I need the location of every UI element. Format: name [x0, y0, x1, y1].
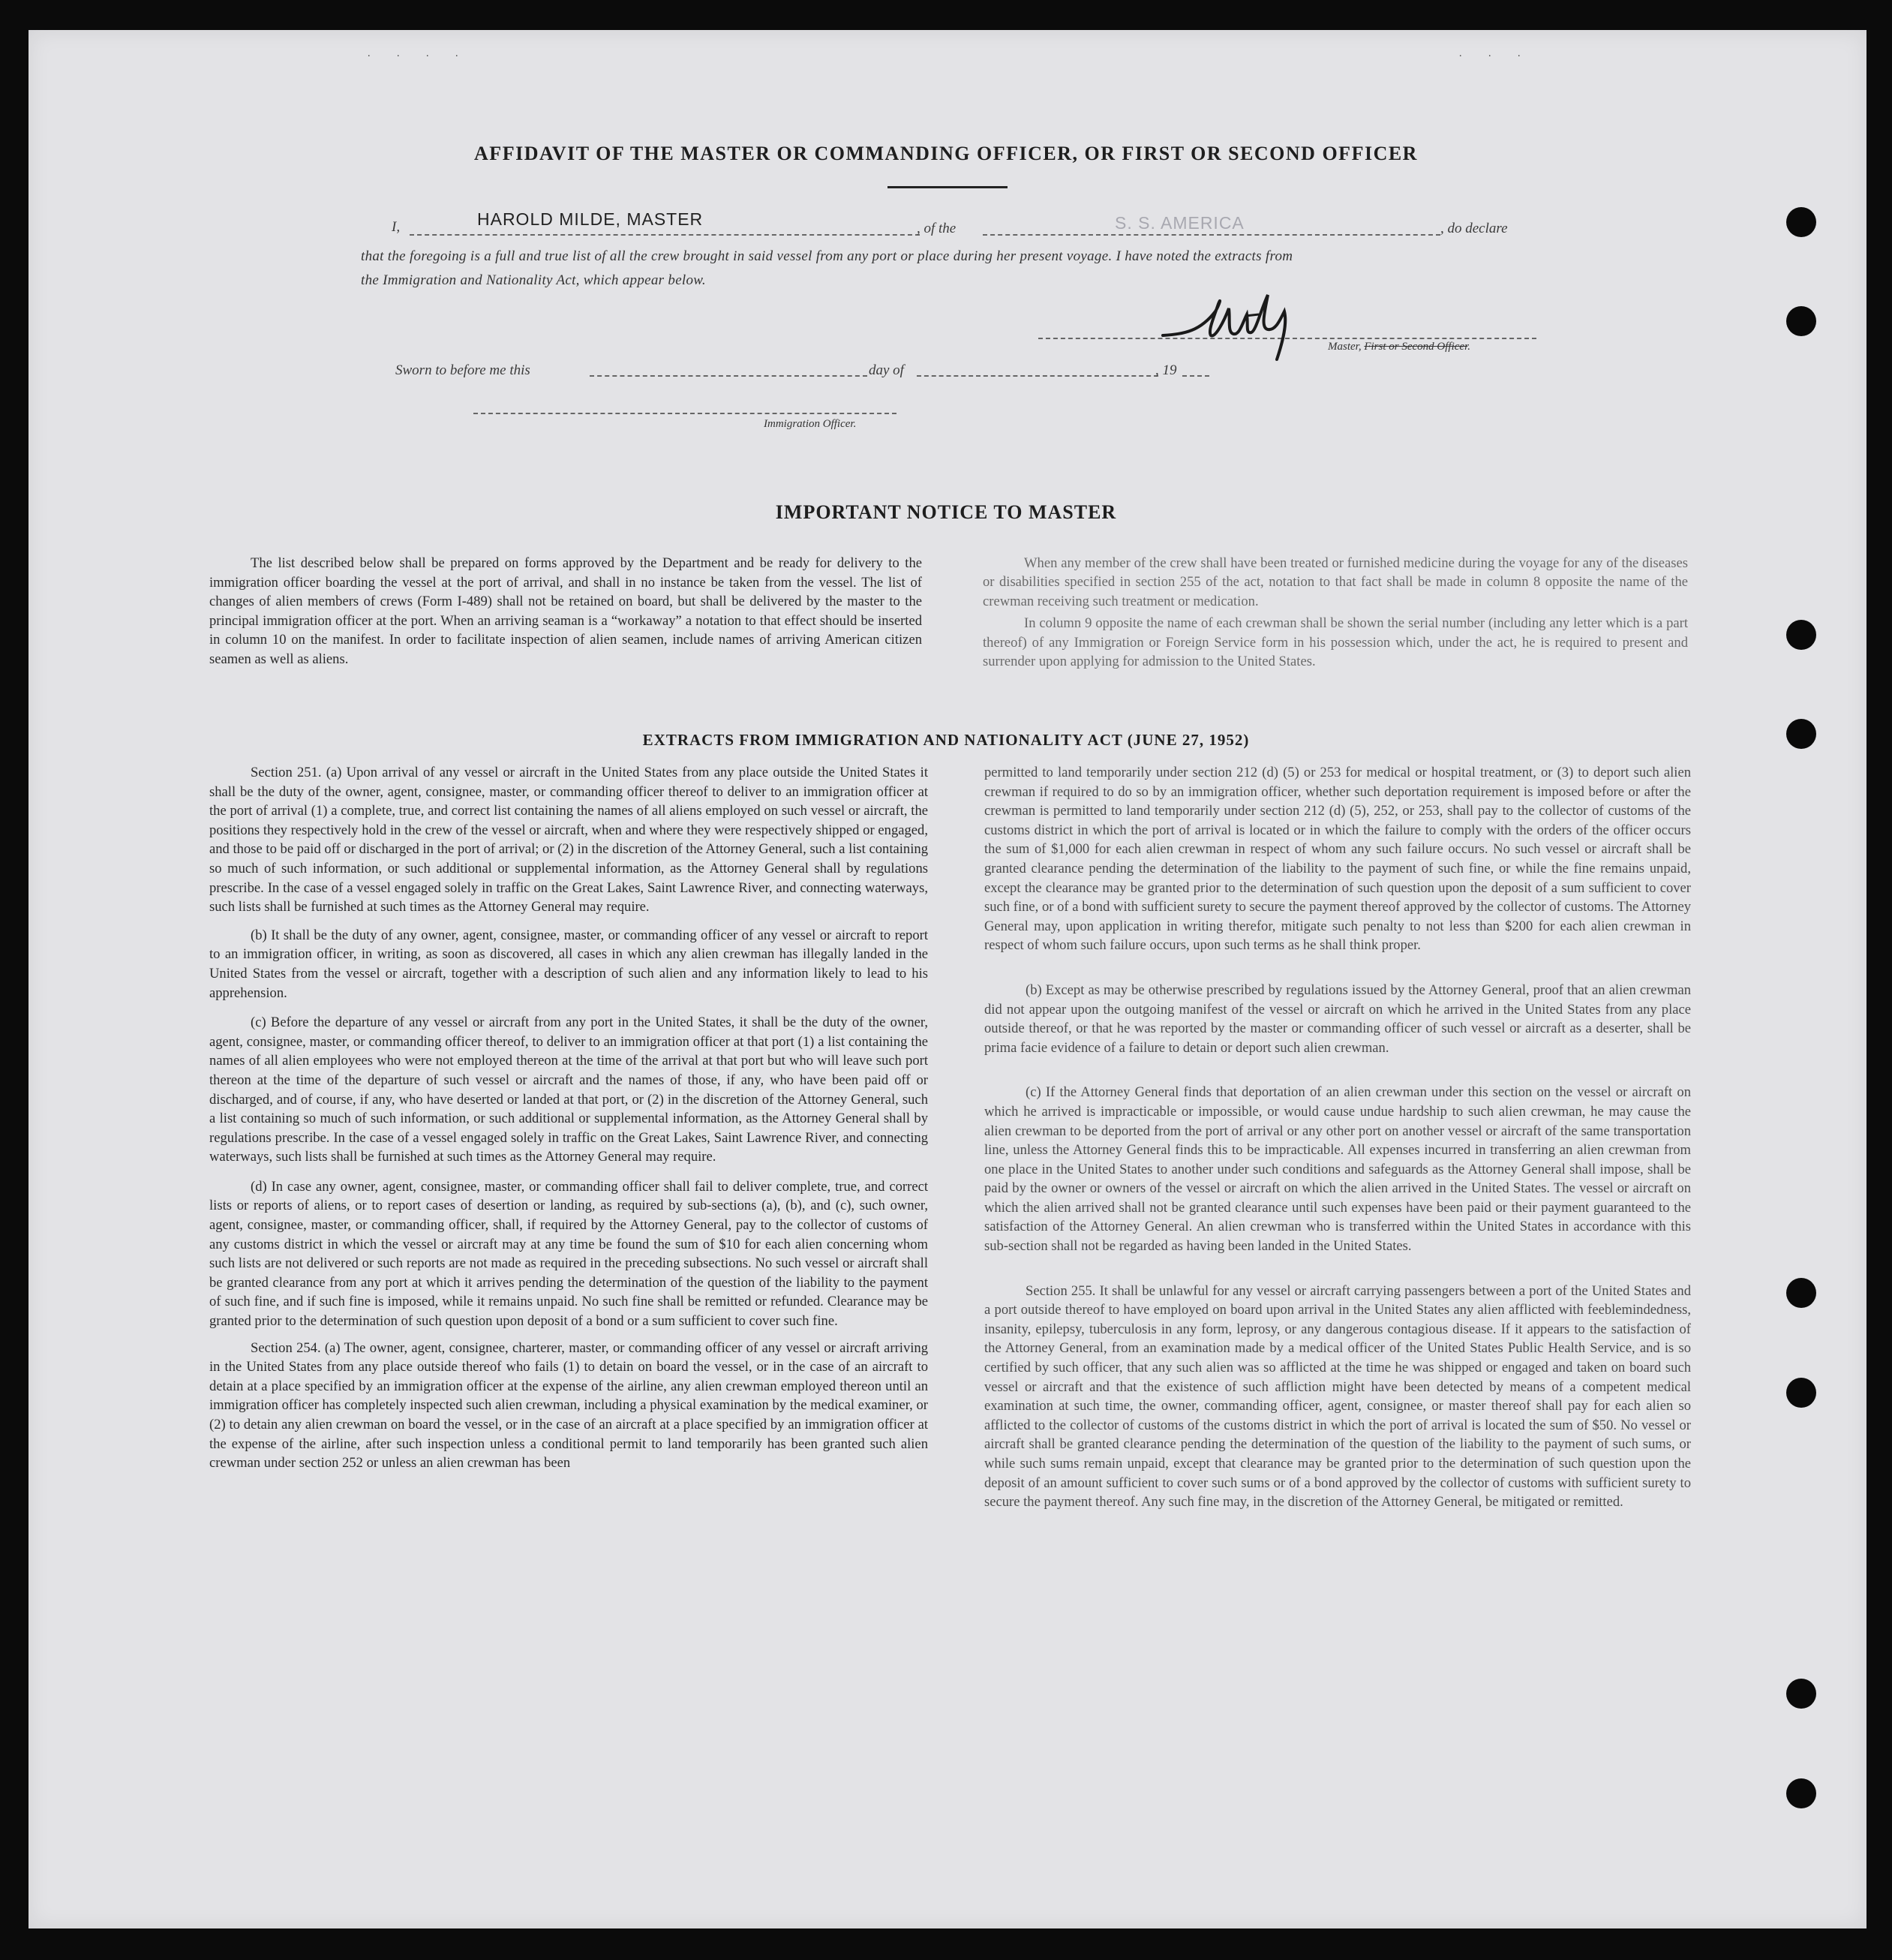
- extracts-right-column: [984, 763, 1691, 1521]
- signature-caption: Master, First or Second Officer.: [1328, 341, 1470, 353]
- notice-right-paragraph-1: When any member of the crew shall have been treated or furnished medicine during the voyage for any of the diseases or disabilities specified in section 255 of the act, notation to that fact shall be made in column 8 opposite the name of the crewman receiving such treatment or medication.: [983, 555, 1688, 609]
- sworn-day-line: [590, 375, 867, 377]
- section-254-c: (c) If the Attorney General finds that deportation of an alien crewman under this section on the vessel or aircraft on which he arrived is impracticable or impossible, or would cause undue hardship to such alien crewman, he may cause the alien crewman to be deported from the port of arrival or any other port on another vessel or aircraft of the same transportation line, unless the Attorney General finds this to be impracticable. All expenses incurred in transferring an alien crewman from one place in the United States to another under such conditions and safeguards as the Attorney General shall impose, shall be paid by the owner or owners of the vessel or aircraft on which the alien arrived in the United States. The vessel or aircraft on which the alien arrived shall not be granted clearance until such expenses have been paid or their payment guaranteed to the satisfaction of the Attorney General. An alien crewman who is transferred within the United States in accordance with this sub-section shall not be regarded as having been landed in the United States.: [984, 1084, 1691, 1255]
- declaration-line-1: that the foregoing is a full and true list of all the crew brought in said vessel from any port or place during her present voyage. I have noted the extracts from: [361, 248, 1293, 264]
- section-251-d: (d) In case any owner, agent, consignee, master, or commanding officer shall fail to deliver complete, true, and correct lists or reports of aliens, or to report cases of desertion or landing, as required by sub-sections (a), (b), and (c), such owner, agent, consignee, master, or commanding officer, shall, if required by the Attorney General, pay to the collector of customs of any customs district in which the vessel or aircraft may at any time be found the sum of $10 for each alien concerning whom such lists are not delivered or such reports are not made as required in the preceding subsections. No such vessel or aircraft shall be granted clearance from any port at which it arrives pending the determination of the question of the liability to the payment of such fine, and if such fine is imposed, while it remains unpaid. No such fine shall be remitted or refunded. Clearance may be granted prior to the determination of such question upon deposit of a bond or a sum sufficient to cover such fine.: [209, 1178, 928, 1330]
- day-of-label: day of: [869, 362, 904, 378]
- officer-line: [473, 413, 896, 414]
- notice-right-paragraph-2: In column 9 opposite the name of each crewman shall be shown the serial number (including any letter which is a part thereof) of any Immigration or Foreign Service form in his possession which, under the act, he is required to present and surrender upon applying for admission to the United States.: [983, 615, 1688, 670]
- notice-left-paragraph: The list described below shall be prepared on forms approved by the Department and be ready for delivery to the immigration officer boarding the vessel at the port of arrival, and shall in no instance be taken from the vessel. The list of changes of alien members of crews (Form I-489) shall not be retained on board, but shall be delivered by the master to the principal immigration officer at the port. When an arriving seaman is a “workaway” a notation to that effect should be inserted in column 10 on the manifest. In order to facilitate inspection of alien seamen, include names of arriving American citizen seamen as well as aliens.: [209, 555, 922, 667]
- i-label: I,: [392, 219, 401, 235]
- vessel-name-field: S. S. AMERICA: [1115, 213, 1245, 233]
- extracts-title: EXTRACTS FROM IMMIGRATION AND NATIONALITY ACT (JUNE 27, 1952): [642, 731, 1250, 749]
- sworn-year-line: [1182, 375, 1209, 377]
- notice-left-column: [209, 554, 922, 678]
- affidavit-title: AFFIDAVIT OF THE MASTER OR COMMANDING OFFICER, OR FIRST OR SECOND OFFICER: [474, 143, 1418, 164]
- corner-mark-left: . . . .: [368, 48, 470, 59]
- do-declare-label: , do declare: [1440, 221, 1508, 236]
- section-254-b: (b) Except as may be otherwise prescribed by regulations issued by the Attorney General, proof that an alien crewman did not appear upon the outgoing manifest of the vessel or aircraft on which he arrived in the United States from any place outside thereof, or that he was reported by the master or commanding officer of such vessel or aircraft as a deserter, shall be prima facie evidence of a failure to detain or deport such alien crewman.: [984, 982, 1691, 1056]
- section-251-a: Section 251. (a) Upon arrival of any vessel or aircraft in the United States from any place outside the United States it shall be the duty of the owner, agent, consignee, master, or commanding officer thereof to deliver to an immigration officer at the port of arrival (1) a complete, true, and correct list containing the names of all aliens employed on such vessel or aircraft, the positions they respectively hold in the crew of the vessel or aircraft, when and where they were respectively shipped or engaged, and those to be paid off or discharged in the port of arrival; or (2) in the discretion of the Attorney General, such a list containing so much of such information, or such additional or supplemental information, as the Attorney General shall by regulations prescribe. In the case of a vessel engaged solely in traffic on the Great Lakes, Saint Lawrence River, and connecting waterways, such lists shall be furnished at such times as the Attorney General may require.: [209, 765, 928, 915]
- punch-hole-icon: [1786, 1778, 1816, 1808]
- extracts-left-column: [209, 763, 928, 1482]
- declaration-line-2: the Immigration and Nationality Act, which appear below.: [361, 272, 706, 288]
- section-255: Section 255. It shall be unlawful for any vessel or aircraft carrying passengers between a port of the United States and a port outside thereof to have employed on board upon arrival in the United States any alien afflicted with feeblemindedness, insanity, epilepsy, tuberculosis in any form, leprosy, or any dangerous contagious disease. If it appears to the satisfaction of the Attorney General, from an examination made by a medical officer of the United States Public Health Service, and is so certified by such officer, that any such alien was so afflicted at the time he was shipped or engaged and taken on board such vessel or aircraft and that the existence of such affliction might have been detected by means of a competent medical examination at such time, the owner, commanding officer, agent, consignee, or master thereof shall pay for each alien so afflicted to the collector of customs of the customs district in which the port of arrival is located the sum of $50. No vessel or aircraft shall be granted clearance pending the determination of the question of the liability to the payment of such sums, or while such sums remain unpaid, except that clearance may be granted prior to the determination of such question upon the deposit of an amount sufficient to cover such sums or of a bond approved by the collector of customs with sufficient surety to secure the payment thereof. Any such fine may, in the discretion of the Attorney General, be mitigated or remitted.: [984, 1282, 1691, 1511]
- punch-hole-icon: [1786, 620, 1816, 650]
- sworn-month-line: [917, 375, 1158, 377]
- punch-hole-icon: [1786, 1679, 1816, 1709]
- punch-hole-icon: [1786, 1278, 1816, 1308]
- punch-hole-icon: [1786, 207, 1816, 237]
- title-underline: [887, 186, 1008, 188]
- signature-image: [1155, 281, 1328, 364]
- sworn-label: Sworn to before me this: [395, 362, 530, 378]
- name-line: [410, 234, 920, 236]
- year-label: , 19: [1155, 362, 1177, 378]
- section-251-b: (b) It shall be the duty of any owner, agent, consignee, master, or commanding officer of any vessel or aircraft to report to an immigration officer, in writing, as soon as discovered, all cases in which any alien crewman has illegally landed in the United States from the vessel or aircraft, together with a description of such alien and any information likely to lead to his apprehension.: [209, 927, 928, 1001]
- corner-mark-right: . . .: [1459, 48, 1533, 59]
- punch-hole-icon: [1786, 306, 1816, 336]
- notice-title: IMPORTANT NOTICE TO MASTER: [775, 501, 1117, 523]
- section-254-a: Section 254. (a) The owner, agent, consignee, charterer, master, or commanding officer of any vessel or aircraft arriving in the United States from any place outside thereof who fails (1) to detain on board the vessel, or in the case of an aircraft to detain at a place specified by an immigration officer at the expense of the airline, any alien crewman employed thereon until an immigration officer has completely inspected such alien crewman, including a physical examination by the medical examiner, or (2) to detain any alien crewman on board the vessel, or in the case of an aircraft at a place specified by an immigration officer at the expense of the airline, after such inspection unless a conditional permit to land temporarily has been granted such alien crewman under section 252 or unless an alien crewman has been: [209, 1339, 928, 1472]
- master-name-field: HAROLD MILDE, MASTER: [477, 209, 704, 229]
- section-251-c: (c) Before the departure of any vessel or aircraft from any port in the United States, it shall be the duty of the owner, agent, consignee, master, or commanding officer thereof, to deliver to an immigration officer at that port (1) a list containing the names of all alien employees who were not employed thereon at the time of the arrival at that port but who will leave such port thereon at the time of the departure of such vessel or aircraft and the names of those, if any, who have been paid off or discharged, and of course, if any, who have deserted or landed at that port, or (2) in the discretion of the Attorney General, such a list containing so much of such information, or such additional or supplemental information, as the Attorney General shall by regulations prescribe. In the case of a vessel engaged solely in traffic on the Great Lakes, Saint Lawrence River, and connecting waterways, such lists shall be furnished at such times as the Attorney General may require.: [209, 1015, 928, 1165]
- punch-hole-icon: [1786, 1378, 1816, 1408]
- section-254-a-continued: permitted to land temporarily under section 212 (d) (5) or 253 for medical or hospital treatment, or (3) to deport such alien crewman if required to do so by an immigration officer, whether such deportation requirement is imposed before or after the crewman is permitted to land temporarily under section 212 (d) (5), 252, or 253, shall pay to the collector of customs of the customs district in which the port of arrival is located or in which the failure to comply with the orders of the officer occurs the sum of $1,000 for each alien crewman in respect of whom any such failure occurs. No such vessel or aircraft shall be granted clearance pending the determination of the liability to the payment of such fine, or while the fine remains unpaid, except the clearance may be granted prior to the determination of such question upon the deposit of a sum sufficient to cover such fine, or of a bond with sufficient surety to secure the payment thereof approved by the collector of customs. The Attorney General may, upon application in writing therefor, mitigate such penalty to not less than $200 for each alien crewman in respect of whom such failure occurs, upon such terms as he shall think proper.: [984, 765, 1691, 954]
- notice-right-column: [983, 554, 1688, 680]
- of-the-label: , of the: [917, 221, 957, 236]
- officer-caption: Immigration Officer.: [764, 418, 857, 430]
- vessel-line: [983, 234, 1440, 236]
